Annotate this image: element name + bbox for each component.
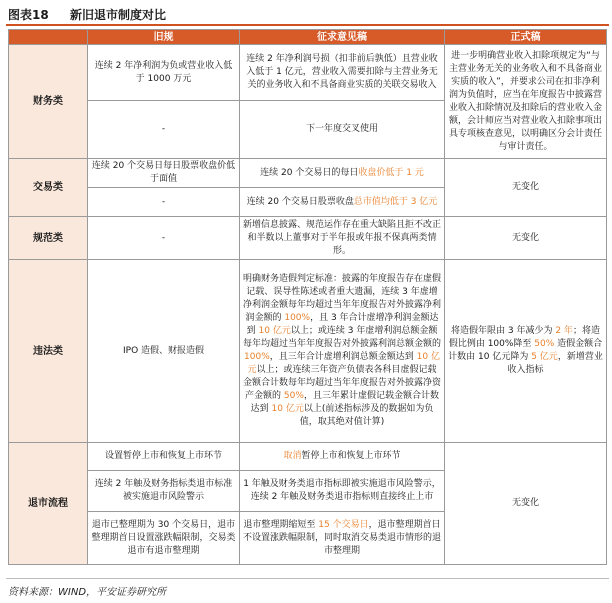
violation-final-text-4: ，新增营业收入指标 xyxy=(507,352,603,375)
trading-final: 无变化 xyxy=(445,159,607,217)
table-row xyxy=(9,217,607,260)
category-violation: 违法类 xyxy=(9,260,88,443)
table-row xyxy=(9,45,607,101)
delisting-old-1: 设置暂停上市和恢复上市环节 xyxy=(88,443,240,471)
figure-title: 新旧退市制度对比 xyxy=(70,8,167,22)
violation-draft xyxy=(240,260,445,443)
table-header-row xyxy=(9,30,607,45)
comparison-table xyxy=(8,29,607,565)
finance-draft-1: 连续 2 年净利润号损（扣非前后孰低）且营业收入低于 1 亿元，营业收入需要扣除与主营业务无关的业务收入和不具备商业实质的关联交易收入 xyxy=(240,45,445,101)
delisting-draft-1-highlight: 取消 xyxy=(283,451,302,461)
violation-draft-text-1: 明确财务造假判定标准：披露的年度报告存在虚假记载、误导性陈述或者重大遗漏，连续 3 年虚增净利润金额每年均超过当年年度报告对外披露净利润金额的 xyxy=(243,274,442,323)
table-row xyxy=(9,159,607,188)
table-row xyxy=(9,443,607,471)
trading-draft-2 xyxy=(240,188,445,217)
column-header-old: 旧规 xyxy=(88,30,240,45)
violation-draft-text-4: ，且三年合计虚增利润总额金额达到 xyxy=(269,352,417,362)
delisting-draft-3-text-2: ，退市整理期首日不设置涨跌幅限制，同时取消交易类退市情形的退市整理期 xyxy=(243,519,442,556)
finance-old-1: 连续 2 年净利润为负或营业收入低于 1000 万元 xyxy=(88,45,240,101)
delisting-draft-1-text: 暂停上市和恢复上市环节 xyxy=(301,451,401,461)
delisting-draft-3-highlight: 15 个交易日 xyxy=(318,519,369,530)
violation-final-text-2: ；将造假比例由 100%降至 xyxy=(448,326,600,349)
violation-draft-text-7: 以上(前述指标涉及的数据如为负值，取其绝对值计算) xyxy=(299,404,434,427)
delisting-draft-2: 1 年触及财务类退市指标即被实施退市风险警示，连续 2 年触及财务类退市指标则直接终止上市 xyxy=(240,471,445,512)
violation-draft-text-6: ，且三年累计虚假记载金额合计数达到 xyxy=(250,391,439,414)
violation-draft-hl-5: 50% xyxy=(283,391,304,401)
violation-final-hl-1: 2 年 xyxy=(555,326,573,336)
violation-draft-hl-4: 10 亿元 xyxy=(247,352,440,375)
norms-final: 无变化 xyxy=(445,217,607,260)
delisting-draft-3 xyxy=(240,512,445,565)
bottom-divider xyxy=(6,578,609,579)
finance-final: 进一步明确营业收入扣除项规定为“与主营业务无关的业务收入和不具备商业实质的收入”，并要求公司在扣非净利润为负值时，应当在年度报告中披露营业收入扣除情况及扣除后的营业收入金额，会计师应当对营业收入扣除事项出具专项核查意见，以明确区分会计责任与审计责任。 xyxy=(445,45,607,159)
header-blank xyxy=(9,30,88,45)
violation-final-text-1: 将造假年限由 3 年减少为 xyxy=(451,326,556,336)
delisting-old-2: 连续 2 年触及财务指标类退市标准被实施退市风险警示 xyxy=(88,471,240,512)
trading-draft-2-highlight: 总市值均低于 3 亿元 xyxy=(353,196,438,207)
table-row xyxy=(9,260,607,443)
trading-draft-1 xyxy=(240,159,445,188)
violation-draft-hl-3: 100% xyxy=(244,352,270,362)
trading-old-1: 连续 20 个交易日每日股票收盘价低于面值 xyxy=(88,159,240,188)
category-delisting: 退市流程 xyxy=(9,443,88,565)
category-finance: 财务类 xyxy=(9,45,88,159)
norms-old: - xyxy=(88,217,240,260)
trading-old-2: - xyxy=(88,188,240,217)
violation-final-hl-2: 50% xyxy=(534,339,555,349)
delisting-old-3: 退市已整理期为 30 个交易日，退市整理期首日设置涨跌幅限制，交易类退市有退市整理期 xyxy=(88,512,240,565)
category-norms: 规范类 xyxy=(9,217,88,260)
figure-header xyxy=(6,2,609,26)
trading-draft-1-text: 连续 20 个交易日的每日 xyxy=(260,167,359,178)
figure-number: 图表18 xyxy=(8,8,49,22)
violation-final xyxy=(445,260,607,443)
violation-final-text-3: 造假金额合计数由 10 亿元降为 xyxy=(448,339,603,362)
category-trading: 交易类 xyxy=(9,159,88,217)
violation-draft-text-5: 以上；或连续三年资产负债表各科目虚假记载金额合计数每年均超过当年年度报告对外披露净资产金额的 xyxy=(243,365,442,401)
violation-draft-text-2: ，且 3 年合计虚增净利润金额达到 xyxy=(246,313,439,336)
violation-draft-text-3: 以上；或连续 3 年虚增利润总额金额每年均超过当年年度报告对外披露利润总额金额的 xyxy=(243,326,442,349)
delisting-draft-3-text-1: 退市整理期缩短至 xyxy=(243,519,319,530)
norms-draft: 新增信息披露、规范运作存在重大缺陷且拒不改正和半数以上董事对于半年报或年报不保真两类情形。 xyxy=(240,217,445,260)
delisting-final: 无变化 xyxy=(445,443,607,565)
violation-old: IPO 造假、财报造假 xyxy=(88,260,240,443)
column-header-draft: 征求意见稿 xyxy=(240,30,445,45)
trading-draft-1-highlight: 收盘价低于 1 元 xyxy=(358,167,424,178)
violation-final-hl-3: 5 亿元 xyxy=(531,352,558,362)
finance-draft-2: 下一年度交叉使用 xyxy=(240,101,445,159)
violation-draft-hl-2: 10 亿元 xyxy=(258,326,291,336)
delisting-draft-1 xyxy=(240,443,445,471)
trading-draft-2-text: 连续 20 个交易日股票收盘 xyxy=(246,196,354,207)
source-note: 资料来源：WIND，平安证券研究所 xyxy=(8,587,167,598)
finance-old-2: - xyxy=(88,101,240,159)
violation-draft-hl-1: 100% xyxy=(284,313,311,323)
violation-draft-hl-6: 10 亿元 xyxy=(271,404,304,414)
column-header-final: 正式稿 xyxy=(445,30,607,45)
